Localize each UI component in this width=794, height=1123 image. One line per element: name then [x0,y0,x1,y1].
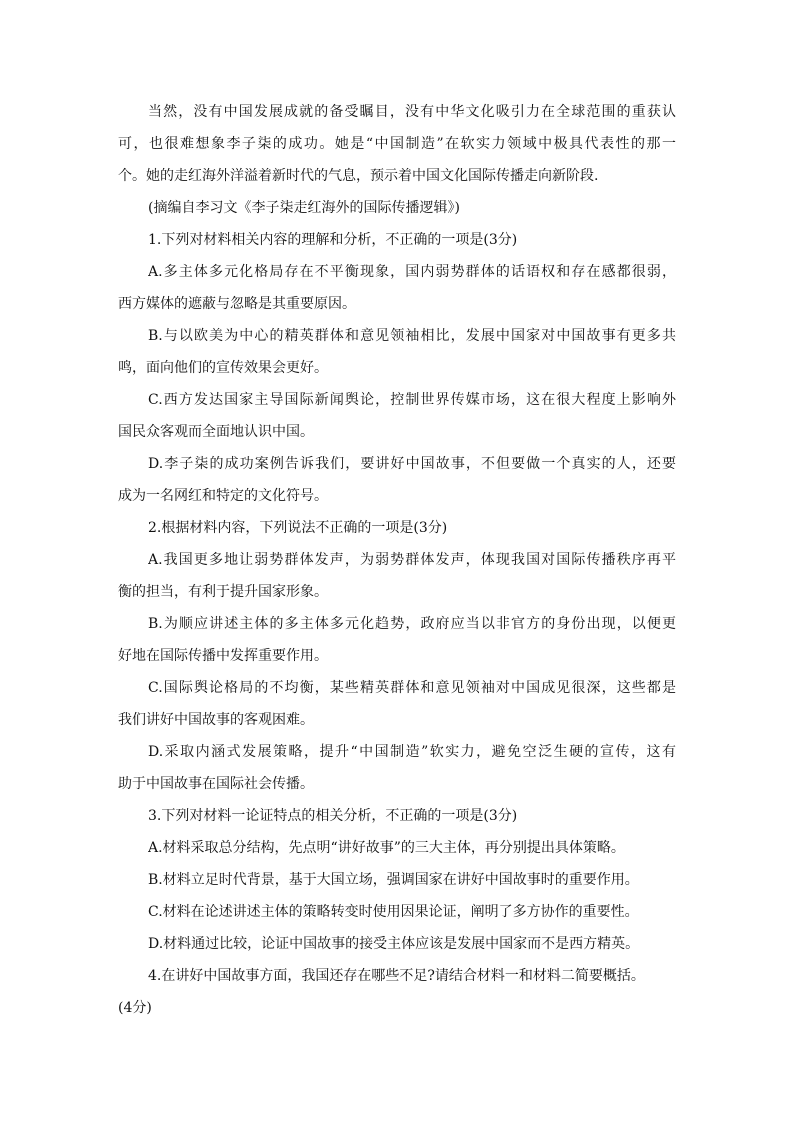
q1-option-d-cont: 成为一名网红和特定的文化符号。 [118,488,328,504]
q2-option-d-cont: 助于中国故事在国际社会传播。 [118,776,314,792]
passage-line: 当然，没有中国发展成就的备受瞩目，没有中华文化吸引力在全球范围的重获认 [148,104,676,120]
q2-option-a-cont: 衡的担当，有利于提升国家形象。 [118,584,328,600]
q2-option-a: A.我国更多地让弱势群体发声，为弱势群体发声，体现我国对国际传播秩序再平 [148,552,676,568]
question-3-stem: 3.下列对材料一论证特点的相关分析，不正确的一项是(3分) [148,808,518,824]
question-4-score: (4分) [118,1000,152,1016]
q1-option-a: A.多主体多元化格局存在不平衡现象，国内弱势群体的话语权和存在感都很弱， [148,264,676,280]
q1-option-a-cont: 西方媒体的遮蔽与忽略是其重要原因。 [118,296,356,312]
question-2-stem: 2.根据材料内容，下列说法不正确的一项是(3分) [148,520,448,536]
q2-option-d: D.采取内涵式发展策略，提升“中国制造”软实力，避免空泛生硬的宣传，这有 [148,744,676,760]
q2-option-c-cont: 我们讲好中国故事的客观困难。 [118,712,314,728]
q3-option-c: C.材料在论述讲述主体的策略转变时使用因果论证，阐明了多方协作的重要性。 [148,904,639,920]
passage-source: (摘编自李习文《李子柒走红海外的国际传播逻辑》) [148,200,460,216]
q3-option-a: A.材料采取总分结构，先点明“讲好故事”的三大主体，再分别提出具体策略。 [148,840,625,856]
question-1-stem: 1.下列对材料相关内容的理解和分析，不正确的一项是(3分) [148,232,518,248]
passage-line: 可，也很难想象李子柒的成功。她是“中国制造”在软实力领域中极具代表性的那一 [118,136,676,152]
q1-option-b-cont: 鸣，面向他们的宣传效果会更好。 [118,360,328,376]
q1-option-b: B.与以欧美为中心的精英群体和意见领袖相比，发展中国家对中国故事有更多共 [148,328,676,344]
q1-option-c: C.西方发达国家主导国际新闻舆论，控制世界传媒市场，这在很大程度上影响外 [148,392,676,408]
question-4-stem: 4.在讲好中国故事方面，我国还存在哪些不足?请结合材料一和材料二简要概括。 [148,968,645,984]
q1-option-d: D.李子柒的成功案例告诉我们，要讲好中国故事，不但要做一个真实的人，还要 [148,456,676,472]
q2-option-b-cont: 好地在国际传播中发挥重要作用。 [118,648,328,664]
q2-option-b: B.为顺应讲述主体的多主体多元化趋势，政府应当以非官方的身份出现，以便更 [148,616,676,632]
passage-line: 个。她的走红海外洋溢着新时代的气息，预示着中国文化国际传播走向新阶段. [118,168,599,184]
q2-option-c: C.国际舆论格局的不均衡，某些精英群体和意见领袖对中国成见很深，这些都是 [148,680,676,696]
q1-option-c-cont: 国民众客观而全面地认识中国。 [118,424,314,440]
q3-option-b: B.材料立足时代背景，基于大国立场，强调国家在讲好中国故事时的重要作用。 [148,872,639,888]
q3-option-d: D.材料通过比较，论证中国故事的接受主体应该是发展中国家而不是西方精英。 [148,936,640,952]
